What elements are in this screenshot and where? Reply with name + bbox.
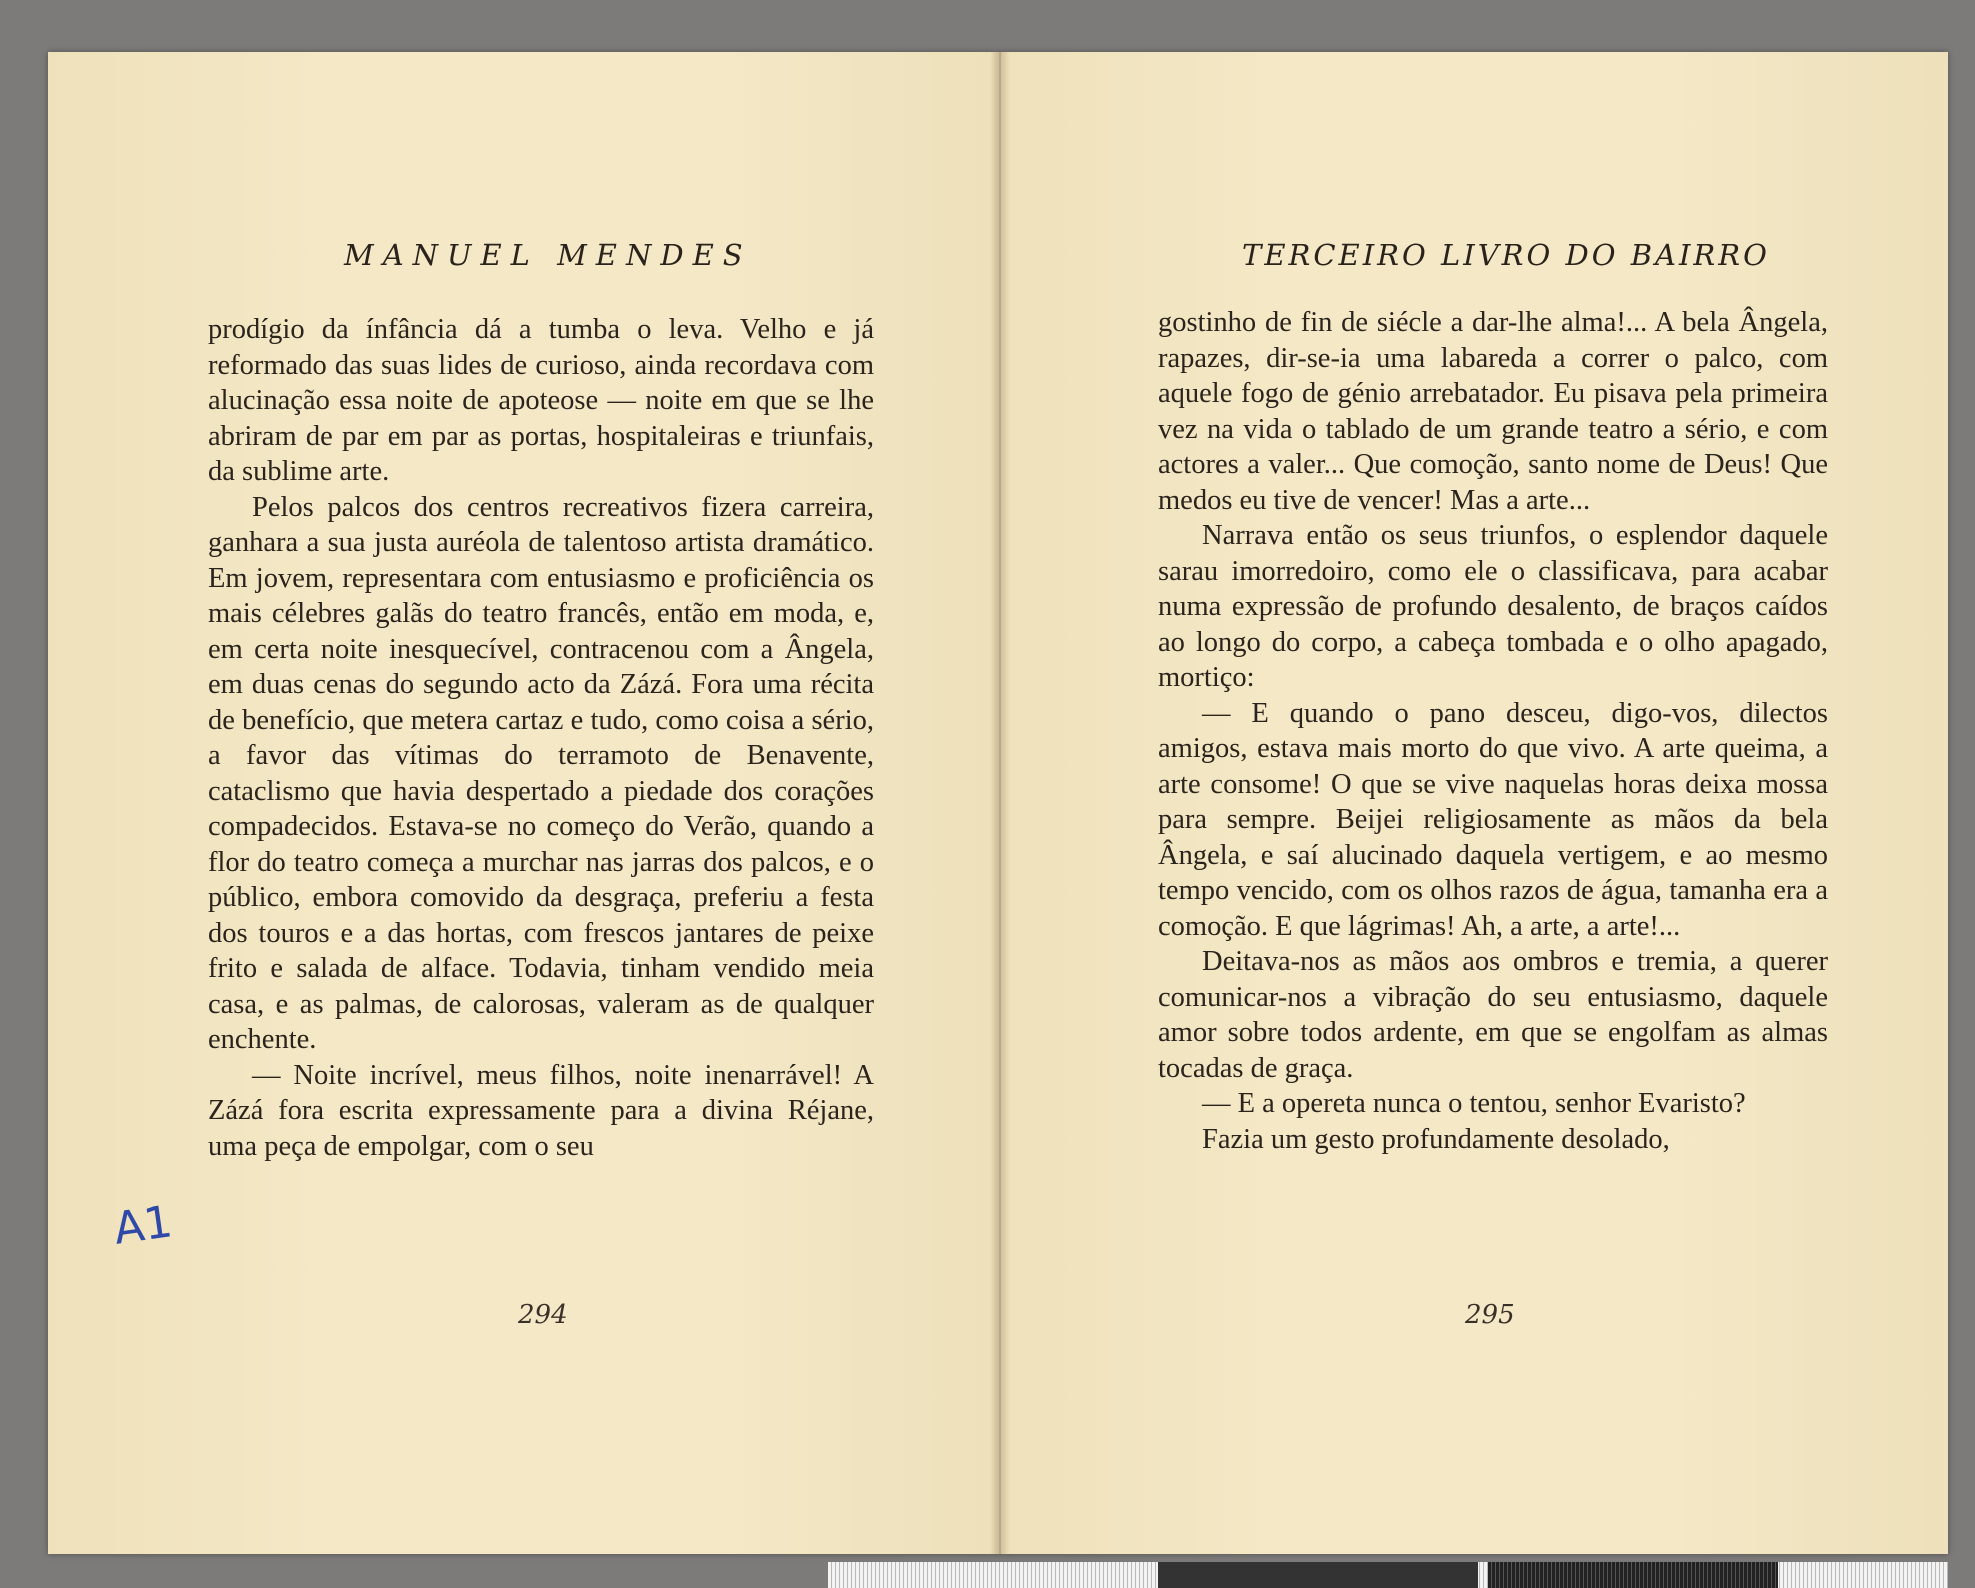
- right-paragraph-5: — E a opereta nunca o tentou, senhor Evaristo?: [1202, 1088, 1746, 1119]
- right-paragraph-2: Narrava então os seus triunfos, o esplendor daquele sarau imorredoiro, como ele o classificava, para acabar numa expressão de profundo desalento, de braços caídos ao longo do corpo, a cabeça tombada e o olho apagado, mortiço:: [1158, 520, 1828, 693]
- ruler-dark-segment: [1158, 1562, 1478, 1588]
- left-page-text: [208, 312, 874, 1164]
- scan-color-ruler: [828, 1562, 1948, 1588]
- left-paragraph-1: prodígio da ínfância dá a tumba o leva. Velho e já reformado das suas lides de curioso, ainda recordava com alucinação essa noite de apoteose — noite em que se lhe abriram de par em par as portas, hospitaleiras e triunfais, da sublime arte.: [208, 314, 874, 487]
- right-page-text: [1158, 305, 1828, 1157]
- right-running-head: TERCEIRO LIVRO DO BAIRRO: [1242, 238, 1770, 272]
- right-page-number: 295: [1465, 1300, 1515, 1330]
- book-gutter: [990, 52, 1010, 1554]
- left-page: [48, 52, 998, 1554]
- book-spread: [48, 52, 1948, 1554]
- left-paragraph-3: — Noite incrível, meus filhos, noite inenarrável! A Zázá fora escrita expressamente para a divina Réjane, uma peça de empolgar, com o seu: [208, 1059, 874, 1162]
- right-paragraph-4: Deitava-nos as mãos aos ombros e tremia, a querer comunicar-nos a vibração do seu entusiasmo, daquele amor sobre todos ardente, em que se engolfam as almas tocadas de graça.: [1158, 946, 1828, 1084]
- right-page: [1000, 52, 1948, 1554]
- left-paragraph-2: Pelos palcos dos centros recreativos fizera carreira, ganhara a sua justa auréola de talentoso artista dramático. Em jovem, representara com entusiasmo e proficiência os mais célebres galãs do teatro francês, então em moda, e, em certa noite inesquecível, contracenou com a Ângela, em duas cenas do segundo acto da Zázá. Fora uma récita de benefício, que metera cartaz e tudo, como coisa a sério, a favor das vítimas do terramoto de Benavente, cataclismo que havia despertado a piedade dos corações compadecidos. Estava-se no começo do Verão, quando a flor do teatro começa a murchar nas jarras dos palcos, e o público, embora comovido da desgraça, preferiu a festa dos touros e a das hortas, com frescos jantares de peixe frito e salada de alface. Todavia, tinham vendido meia casa, e as palmas, de calorosas, valeram as de qualquer enchente.: [208, 491, 874, 1055]
- left-running-head: MANUEL MENDES: [344, 238, 752, 272]
- handwritten-annotation: A1: [110, 1196, 176, 1255]
- right-paragraph-3: — E quando o pano desceu, digo-vos, dilectos amigos, estava mais morto do que vivo. A arte queima, a arte consome! O que se vive naquelas horas deixa mossa para sempre. Beijei religiosamente as mãos da bela Ângela, e saí alucinado daquela vertigem, e ao mesmo tempo vencido, com os olhos razos de água, tamanha era a comoção. E que lágrimas! Ah, a arte, a arte!...: [1158, 697, 1828, 942]
- ruler-dark-segment: [1488, 1562, 1778, 1588]
- right-paragraph-6: Fazia um gesto profundamente desolado,: [1202, 1123, 1670, 1155]
- left-page-number: 294: [518, 1300, 568, 1330]
- right-paragraph-1: gostinho de fin de siécle a dar-lhe alma!... A bela Ângela, rapazes, dir-se-ia uma labareda a correr o palco, com aquele fogo de génio arrebatador. Eu pisava pela primeira vez na vida o tablado de um grande teatro a sério, e com actores a valer... Que comoção, santo nome de Deus! Que medos eu tive de vencer! Mas a arte...: [1158, 307, 1828, 516]
